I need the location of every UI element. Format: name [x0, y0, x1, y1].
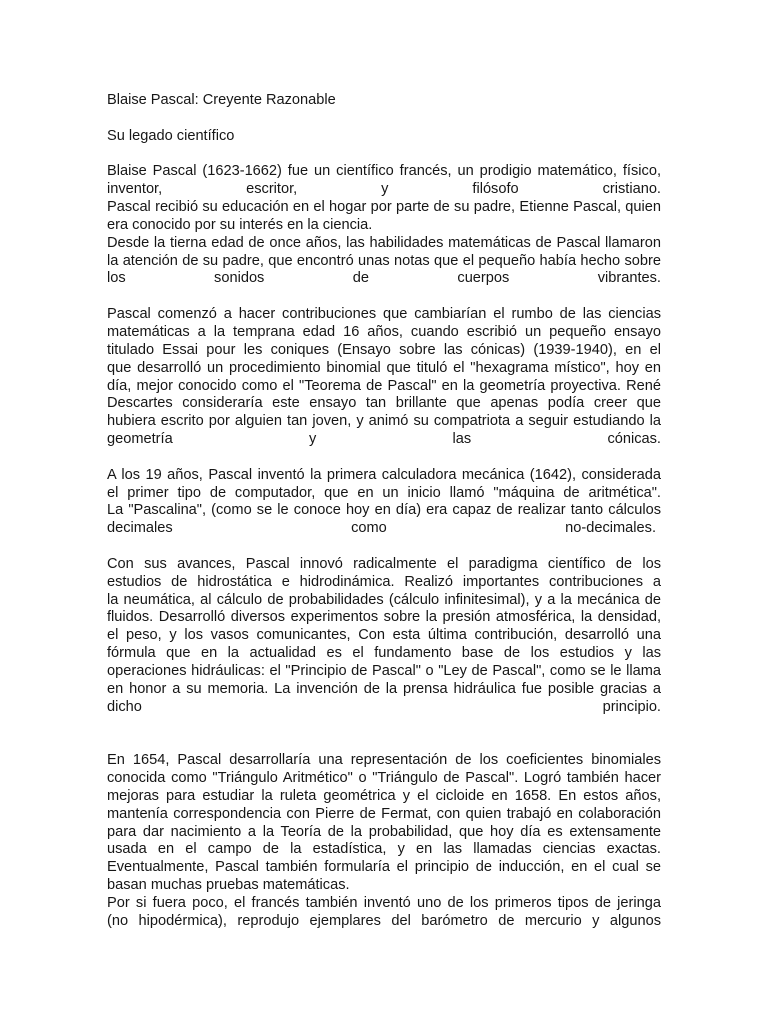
paragraph: [107, 306, 661, 449]
text-line: Pascal recibió su educación en el hogar por parte de su padre, Etienne Pascal, quien: [107, 199, 661, 216]
text-line: los sonidos de cuerpos vibrantes.: [107, 270, 661, 287]
text-line: mantenía correspondencia con Pierre de Fermat, con quien trabajó en colaboración: [107, 805, 661, 822]
text-line: el primer tipo de computador, que en un inicio llamó "máquina de aritmética".: [107, 484, 661, 501]
text-line: inventor, escritor, y filósofo cristiano.: [107, 181, 661, 198]
text-line: la atención de su padre, que encontró unas notas que el pequeño había hecho sobre: [107, 252, 661, 269]
text-line: día, mejor conocido como el "Teorema de Pascal" en la geometría proyectiva. René: [107, 377, 661, 394]
text-line: el peso, y los vasos comunicantes, Con esta última contribución, desarrolló una: [107, 627, 661, 644]
text-line: Con sus avances, Pascal innovó radicalmente el paradigma científico de los: [107, 555, 661, 572]
text-line: Por si fuera poco, el francés también inventó uno de los primeros tipos de jeringa: [107, 894, 661, 911]
paragraph: [107, 467, 661, 538]
text-line: que desarrolló un procedimiento binomial que tituló el "hexagrama místico", hoy en: [107, 359, 661, 376]
text-line: En 1654, Pascal desarrollaría una representación de los coeficientes binomiales: [107, 752, 661, 769]
text-line: Blaise Pascal (1623-1662) fue un científico francés, un prodigio matemático, físico,: [107, 163, 661, 180]
text-line: matemáticas a la temprana edad 16 años, cuando escribió un pequeño ensayo: [107, 323, 661, 340]
document-body: [107, 92, 661, 931]
text-line: Descartes consideraría este ensayo tan brillante que apenas podía creer que: [107, 395, 661, 412]
text-line: basan muchas pruebas matemáticas.: [107, 877, 350, 894]
document-title: Blaise Pascal: Creyente Razonable: [107, 92, 336, 108]
text-line: la neumática, al cálculo de probabilidades (cálculo infinitesimal), y a la mecánica de: [107, 591, 661, 608]
text-line: hubiera escrito por alguien tan joven, y animó su compatriota a seguir estudiando la: [107, 413, 661, 430]
text-line: usada en el campo de la estadística, y en las llamadas ciencias exactas.: [107, 841, 661, 858]
text-line: A los 19 años, Pascal inventó la primera calculadora mecánica (1642), considerada: [107, 466, 661, 483]
text-line: era conocido por su interés en la ciencia.: [107, 216, 373, 233]
text-line: Pascal comenzó a hacer contribuciones que cambiarían el rumbo de las ciencias: [107, 306, 661, 323]
text-line: decimales como no-decimales.: [107, 520, 656, 537]
paragraph: [107, 163, 661, 288]
text-line: estudios de hidrostática e hidrodinámica. Realizó importantes contribuciones a: [107, 573, 661, 590]
paragraph: [107, 556, 661, 717]
section-heading: Su legado científico: [107, 127, 235, 144]
text-line: para dar nacimiento a la Teoría de la probabilidad, que hoy día es extensamente: [107, 823, 661, 840]
text-line: La "Pascalina", (como se le conoce hoy en día) era capaz de realizar tanto cálculos: [107, 502, 661, 519]
text-line: conocida como "Triángulo Aritmético" o "Triángulo de Pascal". Logró también hacer: [107, 770, 661, 787]
text-line: operaciones hidráulicas: el "Principio de Pascal" o "Ley de Pascal", como se le llama: [107, 663, 661, 679]
text-line: en honor a su memoria. La invención de la prensa hidráulica fue posible gracias a: [107, 680, 661, 697]
text-line: fluidos. Desarrolló diversos experimentos sobre la presión atmosférica, la densidad,: [107, 609, 661, 626]
text-line: mejoras para estudiar la ruleta geométrica y el cicloide en 1658. En estos años,: [107, 787, 661, 804]
paragraph: [107, 752, 661, 930]
text-line: (no hipodérmica), reprodujo ejemplares del barómetro de mercurio y algunos: [107, 912, 661, 929]
text-line: Desde la tierna edad de once años, las habilidades matemáticas de Pascal llamaron: [107, 234, 661, 251]
text-line: dicho principio.: [107, 698, 661, 715]
text-line: fórmula que en la actualidad es el fundamento base de los estudios y las: [107, 645, 661, 662]
text-line: titulado Essai pour les coniques (Ensayo sobre las cónicas) (1939-1940), en el: [107, 341, 661, 358]
text-line: Eventualmente, Pascal también formularía el principio de inducción, en el cual se: [107, 859, 661, 876]
text-line: geometría y las cónicas.: [107, 431, 661, 448]
